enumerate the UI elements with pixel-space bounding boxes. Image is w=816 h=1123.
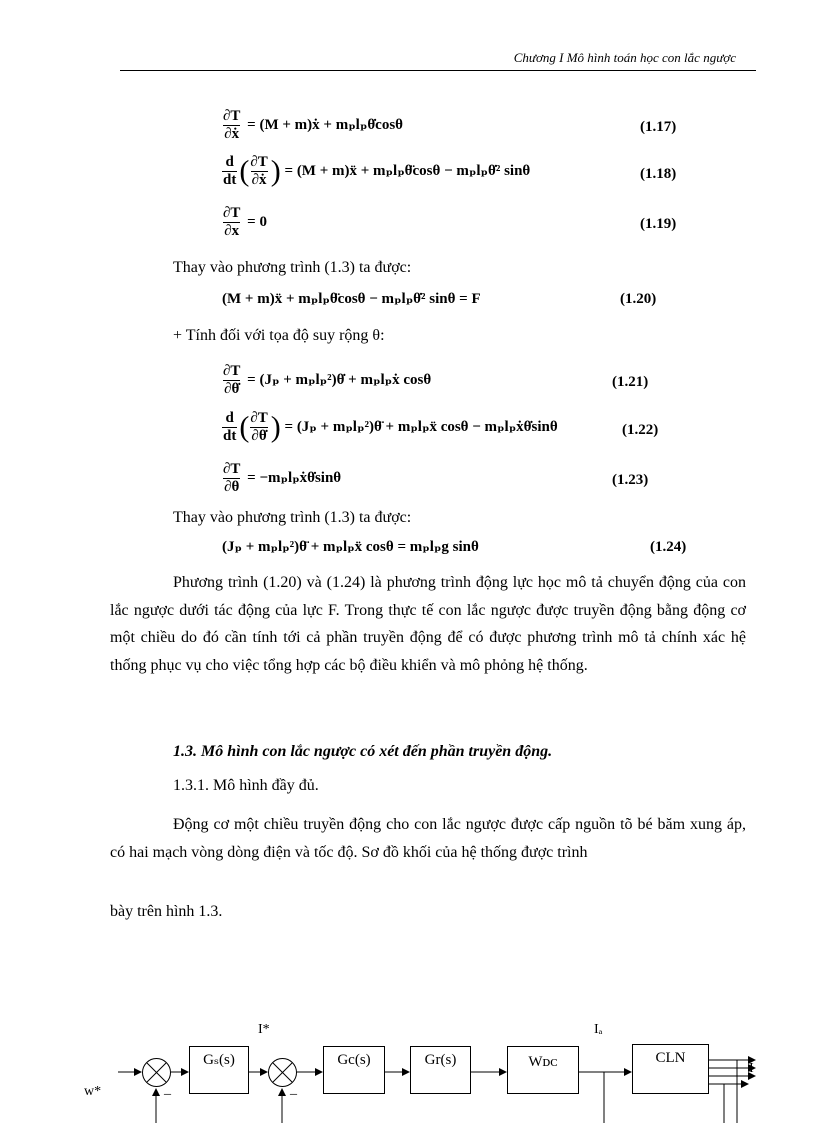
fraction: $\frac{d}{dt}$ <box>223 154 237 188</box>
output-label: I <box>749 1061 754 1076</box>
text-line: + Tính đối với tọa độ suy rộng θ: <box>173 327 385 344</box>
subsection-title: 1.3.1. Mô hình đầy đủ. <box>173 777 319 794</box>
text-line: bày trên hình 1.3. <box>110 903 223 920</box>
paragraph: Động cơ một chiều truyền động cho con lắc ngược được cấp nguồn tõ bé băm xung áp, có hai mạch vòng dòng điện và tốc độ. Sơ đồ khối của hệ thống được trình <box>110 816 746 861</box>
equation-1-24: (Jₚ + mₚlₚ²)θ̈ + mₚlₚẍ cosθ = mₚlₚg sinθ <box>222 539 479 555</box>
paragraph: Phương trình (1.20) và (1.24) là phương trình động lực học mô tả chuyển động của con lắc ngược dưới tác động của lực F. Trong thực tế con lắc ngược được truyền động bằng động cơ một chiều do đó cần tính tới cả phần truyền động để có được phương trình mô tả chính xác hệ thống phục vụ cho việc tổng hợp các bộ điều khiển và mô phỏng hệ thống. <box>110 574 746 674</box>
text-line: Thay vào phương trình (1.3) ta được: <box>173 509 412 526</box>
text-line: Thay vào phương trình (1.3) ta được: <box>173 259 412 276</box>
current-controller-block: Gc(s) <box>323 1046 385 1094</box>
fraction: $\frac{\partial T}{\text{∂ẋ}}$ <box>250 154 268 188</box>
speed-controller-block: Gₛ(s) <box>189 1046 249 1094</box>
minus-sign: _ <box>290 1082 297 1097</box>
reference-current-label: I* <box>258 1022 270 1037</box>
equation-number: (1.20) <box>620 291 657 307</box>
equation-number: (1.24) <box>650 539 687 555</box>
armature-current-label: Iₐ <box>594 1022 603 1037</box>
equation-number: (1.17) <box>640 119 677 135</box>
equation-1-22: $\frac{d}{dt}$ ( $\frac{\partial T}{\partial\thetȧ}$ ) = (Jₚ + mₚlₚ²)θ̈ + mₚlₚẍ cosθ − mₚlₚẋθ̇sinθ <box>223 410 558 444</box>
fraction: $\frac{\partial T}{\partial x}$ <box>223 205 241 239</box>
equation-number: (1.19) <box>640 216 677 232</box>
equation-number: (1.22) <box>622 422 659 438</box>
page-header: Chương I Mô hình toán học con lắc ngược <box>513 50 736 65</box>
fraction: $\frac{\partial T}{\partial\thetȧ}$ <box>250 410 268 444</box>
equation-1-19: $\frac{\partial T}{\partial x}$ = 0 <box>223 205 267 239</box>
section-heading: 1.3. Mô hình con lắc ngược có xét đến phần truyền động. <box>173 743 553 760</box>
fraction: $\frac{\partial T}{\partial\theta}$ <box>223 461 241 495</box>
header-rule <box>120 70 756 71</box>
fraction: $\frac{d}{dt}$ <box>223 410 237 444</box>
reference-speed-label: w* <box>84 1084 102 1099</box>
equation-number: (1.21) <box>612 374 649 390</box>
pendulum-block: CLN <box>632 1044 709 1094</box>
equation-number: (1.23) <box>612 472 649 488</box>
equation-1-20: (M + m)ẍ + mₚlₚθ̈cosθ − mₚlₚθ̇² sinθ = F <box>222 291 481 307</box>
equation-number: (1.18) <box>640 166 677 182</box>
equation-1-17: $\frac{\partial T}{\text{∂ẋ}}$ = (M + m)ẋ + mₚlₚθ̇cosθ <box>223 108 403 142</box>
equation-1-23: $\frac{\partial T}{\partial\theta}$ = −mₚlₚẋθ̇sinθ <box>223 461 342 495</box>
fraction: $\frac{\partial T}{\text{∂ẋ}}$ <box>223 108 241 142</box>
block-diagram <box>0 1020 816 1123</box>
converter-block: Gr(s) <box>410 1046 471 1094</box>
minus-sign: _ <box>164 1082 171 1097</box>
fraction: $\frac{\partial T}{\partial\thetȧ}$ <box>223 363 241 397</box>
equation-1-21: $\frac{\partial T}{\partial\thetȧ}$ = (Jₚ + mₚlₚ²)θ̇ + mₚlₚẋ cosθ <box>223 363 432 397</box>
equation-1-18: $\frac{d}{dt}$ ( $\frac{\partial T}{\text{∂ẋ}}$ ) = (M + m)ẍ + mₚlₚθ̈cosθ − mₚlₚθ̇² sinθ <box>223 154 531 188</box>
dc-motor-block: Wᴅᴄ <box>507 1046 579 1094</box>
